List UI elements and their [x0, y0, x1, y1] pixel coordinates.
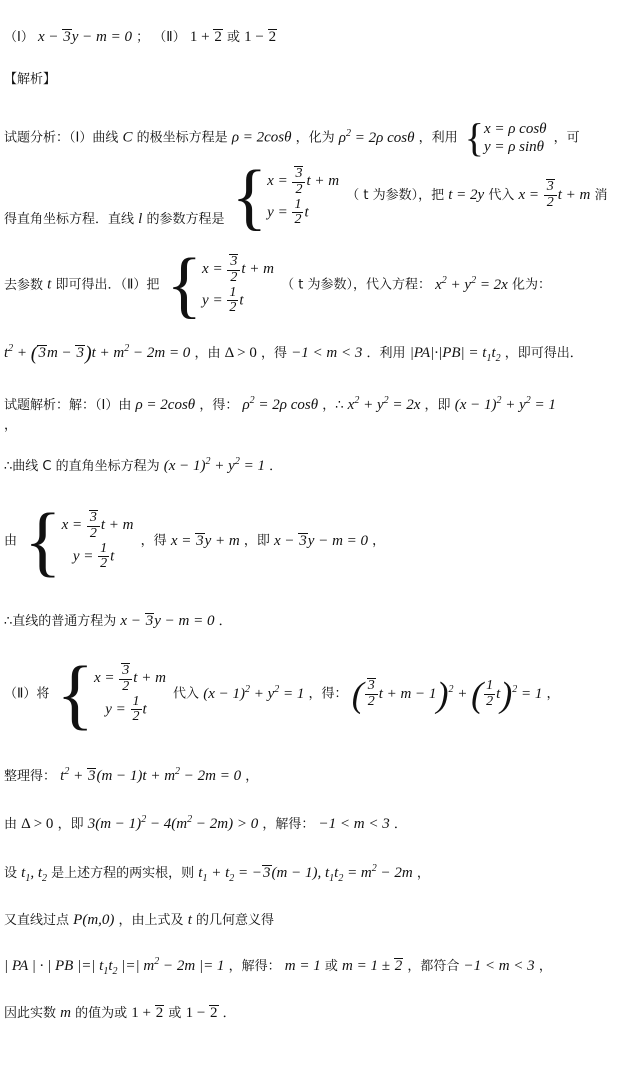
quadratic-eq-2: $t^2 + 3(m - 1)t + m^2 - 2m = 0$: [60, 766, 242, 784]
final-check: ，都符合: [407, 959, 460, 974]
circle-eq: $x^2 + y^2 = 2x$: [435, 274, 508, 293]
analysis-line-1: [4, 115, 580, 160]
final-value-a: 1 + 2: [131, 1005, 164, 1021]
conclusion-or: 或: [168, 1006, 182, 1021]
solution-line-1: [4, 394, 556, 414]
delta-from: 由: [4, 817, 18, 832]
part2-jiang: （Ⅱ）将: [4, 686, 50, 702]
answer-part2-label: （Ⅱ）: [153, 30, 186, 45]
line-through-c: 的几何意义得: [196, 913, 275, 928]
analysis-to: ，化为: [295, 130, 335, 146]
solution-line-10: [4, 955, 552, 977]
solution-line-6: [4, 765, 258, 785]
m-range-2: −1 < m < 3: [318, 816, 390, 832]
t-eq-2y: t = 2y: [448, 186, 485, 203]
analysis-line2-b: 的参数方程是: [146, 211, 225, 227]
solution-get2: ，得: [140, 533, 167, 549]
solution-line-5: [4, 650, 560, 737]
delta-ie: ，即: [57, 817, 84, 832]
param-t-2: t: [187, 912, 192, 928]
line-through-b: ，由上式及: [118, 913, 184, 928]
conclusion-b: 的值为或: [75, 1006, 128, 1021]
section-title: 【解析】: [4, 72, 57, 87]
answer-part1-label: （Ⅰ）: [4, 30, 34, 45]
conclusion-a: 因此实数: [4, 1006, 57, 1021]
analysis-part1: （Ⅰ）曲线: [69, 130, 119, 146]
comma-5: ，: [546, 686, 560, 702]
real-m: m: [60, 1005, 71, 1021]
abs-product-eq: | PA | · | PB |=| $t_1t_2$ |=| $m^2 - 2m$ |= 1: [4, 956, 225, 977]
quadratic-eq-1: $t^2 + (3m - 3)t + m^2 - 2m = 0$: [4, 342, 191, 365]
final-value-b: 1 − 2: [185, 1005, 218, 1021]
solution-line-7: [4, 813, 407, 833]
analysis-line2-a: 得直角坐标方程．直线: [4, 211, 135, 227]
solution-line-2: [4, 455, 282, 475]
sol-polar-eq: ρ = 2cosθ: [135, 397, 196, 413]
elim: 消: [594, 187, 608, 203]
m-eq-1: m = 1: [284, 958, 321, 974]
m-range-3: −1 < m < 3: [463, 958, 535, 974]
solution-from: 由: [4, 533, 18, 549]
solution-trailing-comma: ，: [4, 418, 18, 433]
roots-a: 设: [4, 866, 18, 881]
zhengli: 整理得：: [4, 769, 57, 784]
param-system-1: { x = $\frac{3}{2}$ t + m y = $\frac{1}{2}$ t: [231, 156, 340, 238]
substituted-eq: ( $\frac{3}{2}$ t + m − 1)$^2$ + ( $\frac{1}{2}$ t)$^2$ = 1: [351, 674, 543, 715]
m-eq-1-pm-sqrt2: m = 1 ± 2: [342, 958, 403, 974]
line-general-eq: x − 3y − m = 0: [120, 613, 215, 629]
analysis-line4-d: ，即可得出．: [504, 346, 583, 361]
sol-xy-eq: $x^2 + y^2 = 2x$: [347, 395, 421, 413]
param-system-3: { x = $\frac{3}{2}$ t + m y = $\frac{1}{2}$ t: [24, 497, 134, 584]
circle-std-2: $(x - 1)^2 + y^2 = 1$: [203, 683, 305, 702]
analysis-line4-b: ，得: [261, 346, 288, 361]
comma-8: ，: [416, 866, 430, 881]
curve-cartesian-eq: $(x - 1)^2 + y^2 = 1$: [163, 456, 265, 474]
analysis-line3-b: 即可得出．（Ⅱ）把: [55, 277, 160, 293]
roots-b: 是上述方程的两实根，则: [51, 866, 195, 881]
point-p: P(m,0): [73, 912, 115, 928]
analysis-comma: ，可: [553, 130, 580, 146]
period-11: ．: [222, 1006, 236, 1021]
solution-ie2: ，即: [243, 533, 270, 549]
solution-prefix: 试题解析：解：（Ⅰ）由: [4, 398, 132, 413]
analysis-line4-c: ．利用: [366, 346, 406, 361]
line-through: 又直线过点: [4, 913, 70, 928]
solution-line-4: [4, 610, 232, 630]
x-param-eq: x = $\frac{3}{2}$ t + m: [518, 179, 591, 211]
solution-ie: ，即: [424, 398, 451, 413]
analysis-prefix: 试题分析：: [4, 130, 70, 146]
period-7: ．: [393, 817, 407, 832]
curve-line-text: ∴曲线 C 的直角坐标方程为: [4, 459, 160, 474]
param-system-4: { x = $\frac{3}{2}$ t + m y = $\frac{1}{2}$ t: [56, 650, 166, 737]
solution-get3: ，得：: [308, 686, 348, 702]
solution-line-3: [4, 497, 386, 584]
sub-into: 代入: [173, 686, 200, 702]
polar-eq-text: 的极坐标方程是: [136, 130, 228, 146]
jiede: ，解得：: [262, 817, 315, 832]
solution-line-9: [4, 909, 274, 929]
answer-separator: ；: [136, 30, 150, 45]
comma-10: ，: [538, 959, 552, 974]
solution-therefore: ，∴: [322, 398, 344, 413]
analysis-use: ，利用: [418, 130, 458, 146]
analysis-line-4: [4, 342, 583, 364]
final-or: 或: [324, 959, 338, 974]
sub-in: 代入: [488, 187, 515, 203]
analysis-line3-a: 去参数: [4, 277, 44, 293]
vieta: $t_1 + t_2 = -3(m - 1)$, $t_1t_2 = m^2 - 2m$: [198, 863, 413, 884]
line-eq: x − 3y − m = 0: [274, 532, 369, 549]
pa-pb-product: $|PA|\cdot|PB| = t_1t_2$: [409, 345, 501, 364]
polar-eq-squared: $\rho^2 = 2\rho$ cosθ: [338, 127, 415, 146]
delta-gt-0: Δ > 0: [224, 345, 257, 361]
x-eq-sqrt3y-m: x = 3y + m: [170, 532, 240, 549]
param-t: t: [47, 276, 52, 293]
param-system-2: { x = $\frac{3}{2}$ t + m y = $\frac{1}{2}$ t: [166, 244, 274, 326]
comma-3: ，: [372, 533, 386, 549]
m-range: −1 < m < 3: [291, 345, 363, 361]
final-solve: ，解得：: [228, 959, 281, 974]
line-general-text: ∴直线的普通方程为: [4, 614, 117, 629]
param-note-1: （ t 为参数），把: [346, 187, 445, 203]
answer-part2-b: 1 − 2: [244, 29, 277, 45]
comma-6: ，: [245, 769, 259, 784]
answer-part1-equation: x − 3y − m = 0: [37, 29, 132, 45]
sol-polar-squared: $\rho^2 = 2\rho$ cosθ: [242, 395, 319, 413]
period-1: ．: [269, 459, 283, 474]
line-l: l: [138, 210, 143, 227]
analysis-line-3: [4, 244, 551, 326]
sol-circle-std: $(x - 1)^2 + y^2 = 1$: [454, 395, 556, 413]
answer-line: [4, 26, 277, 46]
curve-c: C: [122, 129, 133, 146]
roots-t1-t2: $t_1$, $t_2$: [21, 865, 47, 884]
answer-or: 或: [226, 30, 240, 45]
solution-line-11: [4, 1002, 236, 1022]
solution-get: ，得：: [199, 398, 239, 413]
period-2: ．: [218, 614, 232, 629]
delta-gt-0-2: Δ > 0: [21, 816, 54, 832]
solution-line-8: [4, 862, 430, 884]
analysis-line-2: [4, 156, 608, 238]
analysis-line4-a: ，由: [194, 346, 221, 361]
answer-part2-a: 1 + 2: [189, 29, 222, 45]
conversion-system: { x = ρ cosθ y = ρ sinθ: [464, 115, 547, 160]
polar-eq: ρ = 2cosθ: [231, 129, 292, 146]
discriminant: $3(m - 1)^2 - 4(m^2 - 2m) > 0$: [87, 814, 259, 832]
param-note-2: （ t 为参数），代入方程：: [281, 277, 431, 293]
analysis-line3-d: 化为：: [511, 277, 551, 293]
